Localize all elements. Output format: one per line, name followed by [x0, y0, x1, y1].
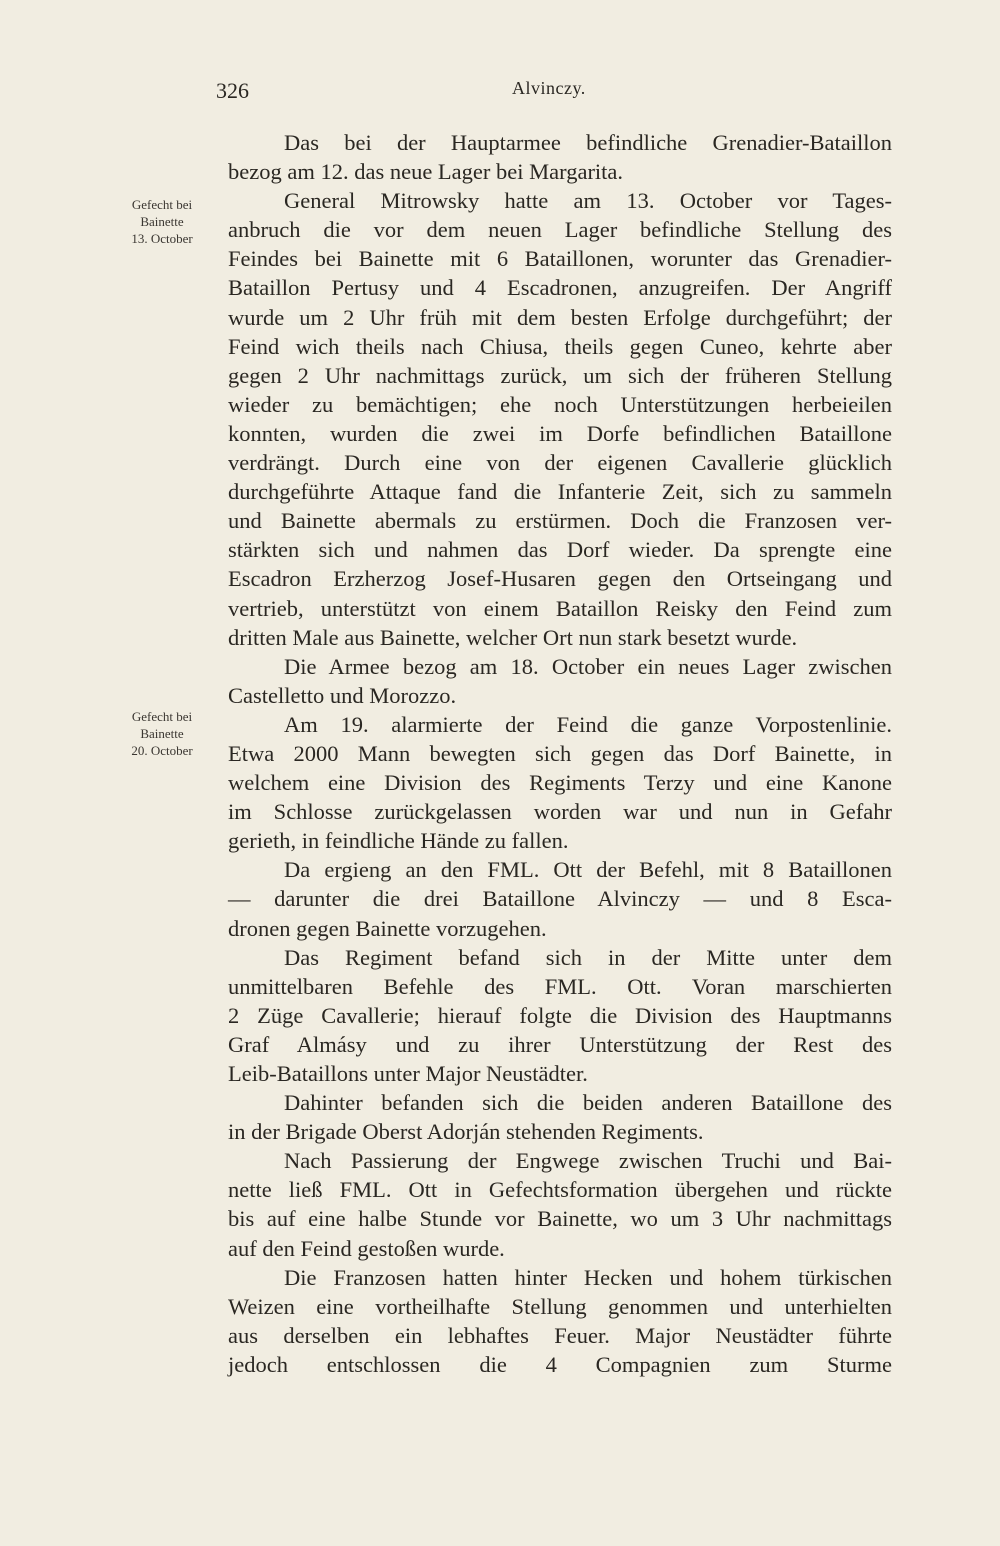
margin-note-line: 13. October — [131, 231, 193, 246]
text-line: Weizen eine vortheilhafte Stellung genommen und unterhielten — [228, 1293, 892, 1319]
text-line: auf den Feind gestoßen wurde. — [228, 1235, 505, 1261]
body-text — [228, 128, 892, 1379]
text-line: Dahinter befanden sich die beiden anderen Bataillone des — [284, 1090, 892, 1116]
text-line: dronen gegen Bainette vorzugehen. — [228, 915, 547, 941]
text-line: verdrängt. Durch eine von der eigenen Cavallerie glücklich — [228, 450, 892, 476]
page-number: 326 — [216, 78, 249, 103]
text-line: Feindes bei Bainette mit 6 Bataillonen, worunter das Grenadier- — [228, 246, 892, 272]
margin-note-gefecht-13-october — [112, 196, 212, 247]
text-line: anbruch die vor dem neuen Lager befindliche Stellung des — [228, 217, 892, 243]
text-line: Escadron Erzherzog Josef-Husaren gegen den Ortseingang und — [228, 566, 892, 592]
margin-note-line: Bainette — [140, 214, 184, 229]
text-line: Da ergieng an den FML. Ott der Befehl, mit 8 Bataillonen — [284, 857, 892, 883]
text-line: Das bei der Hauptarmee befindliche Grenadier-Bataillon — [284, 130, 892, 155]
margin-note-line: 20. October — [131, 743, 193, 758]
text-line: wieder zu bemächtigen; ehe noch Unterstützungen herbeieilen — [228, 391, 892, 417]
text-line: gerieth, in feindliche Hände zu fallen. — [228, 828, 569, 854]
text-line: vertrieb, unterstützt von einem Bataillon Reisky den Feind zum — [228, 595, 892, 621]
text-line: Die Armee bezog am 18. October ein neues Lager zwischen — [284, 653, 892, 679]
margin-note-line: Bainette — [140, 726, 184, 741]
text-line: Leib-Bataillons unter Major Neustädter. — [228, 1061, 588, 1086]
text-line: wurde um 2 Uhr früh mit dem besten Erfolge durchgeführt; der — [228, 304, 892, 330]
text-line: Feind wich theils nach Chiusa, theils gegen Cuneo, kehrte aber — [228, 333, 892, 359]
text-line: und Bainette abermals zu erstürmen. Doch die Franzosen ver- — [228, 508, 892, 534]
text-line: konnten, wurden die zwei im Dorfe befindlichen Bataillone — [228, 420, 892, 446]
text-line: im Schlosse zurückgelassen worden war und nun in Gefahr — [228, 799, 892, 825]
text-line: Am 19. alarmierte der Feind die ganze Vorpostenlinie. — [284, 711, 892, 737]
text-line: Bataillon Pertusy und 4 Escadronen, anzugreifen. Der Angriff — [228, 275, 892, 301]
text-line: bezog am 12. das neue Lager bei Margarita. — [228, 159, 624, 185]
margin-note-gefecht-20-october — [112, 708, 212, 759]
text-line: jedoch entschlossen die 4 Compagnien zum Sturme — [228, 1351, 892, 1377]
text-line: aus derselben ein lebhaftes Feuer. Major Neustädter führte — [228, 1322, 892, 1348]
text-line: Graf Almásy und zu ihrer Unterstützung der Rest des — [228, 1031, 892, 1057]
text-line: gegen 2 Uhr nachmittags zurück, um sich der früheren Stellung — [228, 362, 892, 388]
text-line: Nach Passierung der Engwege zwischen Truchi und Bai- — [284, 1148, 892, 1174]
text-line: stärkten sich und nahmen das Dorf wieder. Da sprengte eine — [228, 537, 892, 563]
text-line: in der Brigade Oberst Adorján stehenden Regiments. — [228, 1119, 704, 1145]
text-line: 2 Züge Cavallerie; hierauf folgte die Division des Hauptmanns — [228, 1002, 892, 1028]
text-line: unmittelbaren Befehle des FML. Ott. Voran marschierten — [228, 973, 892, 999]
text-line: nette ließ FML. Ott in Gefechtsformation übergehen und rückte — [228, 1177, 892, 1203]
margin-note-line: Gefecht bei — [131, 709, 193, 724]
text-line: Die Franzosen hatten hinter Hecken und hohem türkischen — [284, 1264, 892, 1290]
running-title: Alvinczy. — [512, 78, 586, 98]
text-line: welchem eine Division des Regiments Terzy und eine Kanone — [228, 770, 892, 796]
text-line: — darunter die drei Bataillone Alvinczy — und 8 Esca- — [228, 886, 892, 912]
text-line: bis auf eine halbe Stunde vor Bainette, wo um 3 Uhr nachmittags — [228, 1206, 892, 1232]
margin-note-line: Gefecht bei — [131, 197, 193, 212]
text-line: durchgeführte Attaque fand die Infanterie Zeit, sich zu sammeln — [228, 479, 892, 505]
text-line: General Mitrowsky hatte am 13. October vor Tages- — [284, 188, 892, 214]
text-line: Etwa 2000 Mann bewegten sich gegen das Dorf Bainette, in — [228, 740, 892, 766]
text-line: dritten Male aus Bainette, welcher Ort nun stark besetzt wurde. — [228, 624, 798, 650]
text-line: Das Regiment befand sich in der Mitte unter dem — [284, 944, 892, 970]
text-line: Castelletto und Morozzo. — [228, 682, 457, 708]
